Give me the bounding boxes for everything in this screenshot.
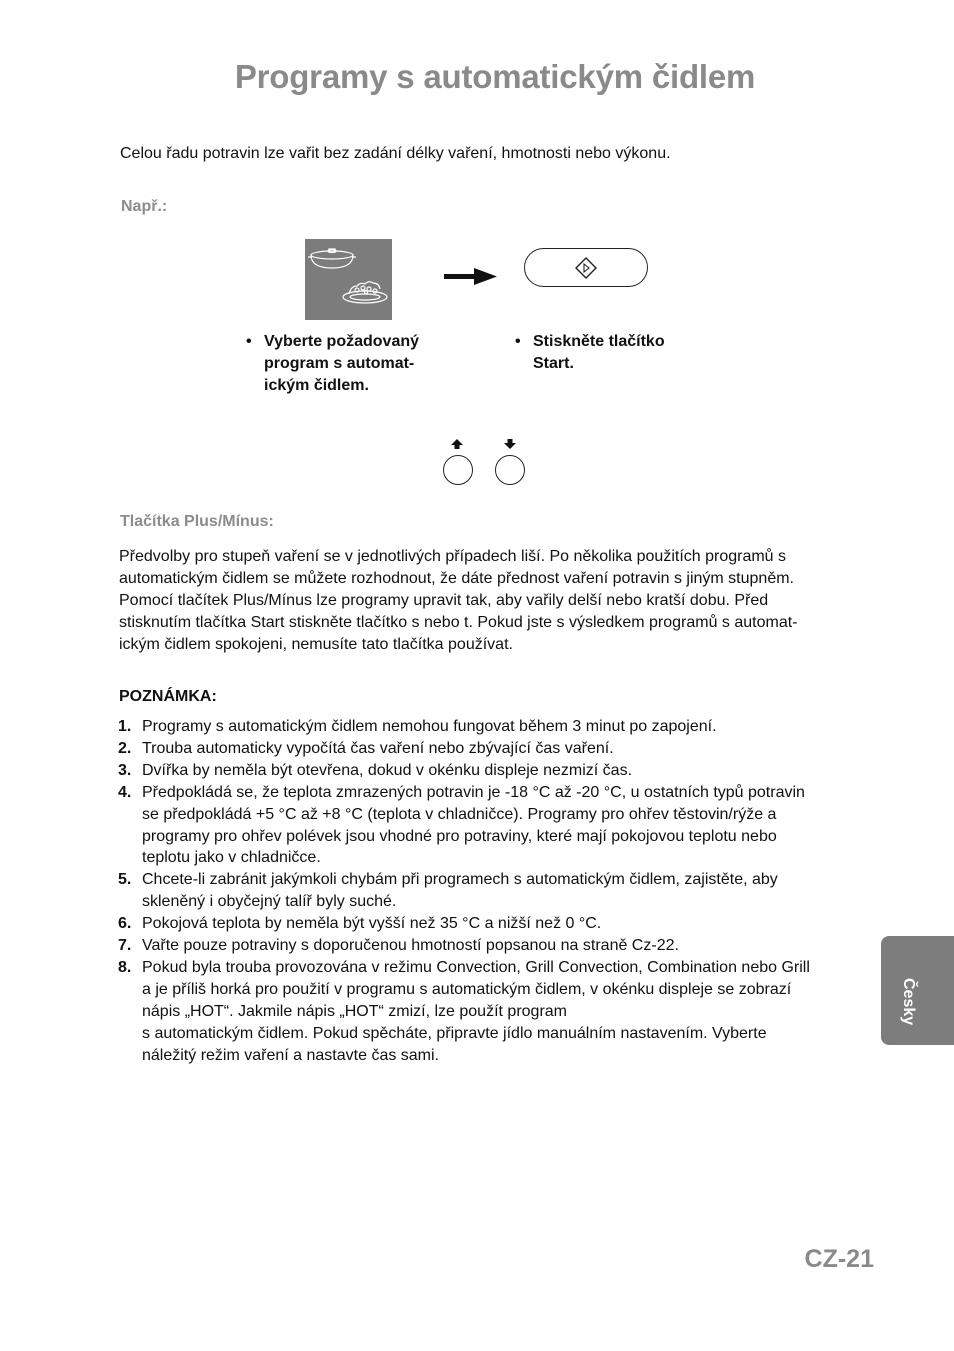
plus-minus-paragraph [119, 546, 879, 656]
bullet: • [515, 333, 521, 350]
note-line: programy pro ohřev polévek jsou vhodné pro potraviny, které mají pokojovou teplotu nebo [142, 827, 777, 845]
note-item [118, 935, 888, 957]
note-line: Předpokládá se, že teplota zmrazených potravin je -18 °C až -20 °C, u ostatních typů potravin [142, 783, 805, 801]
note-number: 5. [118, 871, 132, 889]
plus-button[interactable] [443, 455, 473, 485]
note-line: Programy s automatickým čidlem nemohou fungovat během 3 minut po zapojení. [142, 718, 717, 735]
bullet: • [246, 333, 252, 350]
food-plate-icon [343, 282, 387, 303]
step-line: Stiskněte tlačítko [533, 333, 665, 350]
down-arrow-icon [504, 437, 516, 455]
example-label: Např.: [121, 198, 168, 215]
right-arrow-icon [444, 266, 498, 293]
note-item [118, 738, 888, 760]
program-selection-panel[interactable] [305, 239, 392, 320]
note-number: 6. [118, 915, 132, 933]
note-line: nápis „HOT“. Jakmile nápis „HOT“ zmizí, lze použít program [142, 1002, 567, 1020]
page-number: CZ-21 [804, 1245, 874, 1273]
start-diamond-icon [575, 257, 597, 279]
note-item [118, 760, 888, 782]
intro-text: Celou řadu potravin lze vařit bez zadání délky vaření, hmotnosti nebo výkonu. [120, 145, 671, 162]
note-item [118, 913, 888, 935]
note-line: skleněný i obyčejný talíř byly suché. [142, 893, 397, 911]
note-item [118, 869, 888, 913]
minus-button[interactable] [495, 455, 525, 485]
step-line: Vyberte požadovaný [264, 333, 420, 350]
note-heading: POZNÁMKA: [119, 688, 217, 705]
note-number: 2. [118, 739, 132, 757]
note-line: se předpokládá +5 °C až +8 °C (teplota v chladničce). Programy pro ohřev těstovin/rýže a [142, 805, 777, 823]
note-line: a je příliš horká pro použití v programu s automatickým čidlem, v okénku displeje se zobrazí [142, 980, 792, 998]
up-arrow-icon [451, 437, 463, 455]
note-item [118, 782, 888, 870]
step-line: Start. [533, 355, 574, 372]
note-number: 3. [118, 761, 132, 779]
note-line: Pokud byla trouba provozována v režimu Convection, Grill Convection, Combination nebo Grill [142, 958, 810, 976]
note-line: Vařte pouze potraviny s doporučenou hmotností popsanou na straně Cz-22. [142, 937, 679, 955]
note-line: s automatickým čidlem. Pokud spěcháte, připravte jídlo manuálním nastavením. Vyberte [142, 1024, 767, 1042]
note-number: 1. [118, 718, 132, 735]
language-tab-label: Česky [900, 978, 917, 1026]
paragraph-line: Předvolby pro stupeň vaření se v jednotlivých případech liší. Po několika použitích programů s [119, 548, 787, 565]
paragraph-line: stisknutím tlačítka Start stiskněte tlačítko s nebo t. Pokud jste s výsledkem programů s automat- [119, 614, 798, 631]
note-line: Dvířka by neměla být otevřena, dokud v okénku displeje nezmizí čas. [142, 761, 633, 779]
step-line: ickým čidlem. [264, 377, 369, 394]
note-item [118, 716, 888, 738]
paragraph-line: automatickým čidlem se můžete rozhodnout, že dáte přednost vaření potravin s jiným stupněm. [119, 570, 794, 587]
note-number: 8. [118, 958, 132, 976]
notes-list [118, 716, 888, 1067]
note-line: Trouba automaticky vypočítá čas vaření nebo zbývající čas vaření. [142, 739, 614, 757]
note-line: náležitý režim vaření a nastavte čas sami. [142, 1046, 440, 1064]
language-tab [881, 936, 954, 1045]
note-number: 7. [118, 937, 132, 955]
page-title: Programy s automatickým čidlem [234, 58, 756, 95]
step-line: program s automat- [264, 355, 415, 372]
note-line: teplotu jako v chladničce. [142, 849, 321, 867]
paragraph-line: Pomocí tlačítek Plus/Mínus lze programy upravit tak, aby vařily delší nebo kratší dobu. Před [119, 592, 769, 609]
start-button[interactable] [524, 248, 648, 287]
note-number: 4. [118, 783, 132, 801]
plus-minus-heading: Tlačítka Plus/Mínus: [120, 513, 274, 530]
paragraph-line: ickým čidlem spokojeni, nemusíte tato tlačítka používat. [119, 636, 513, 653]
casserole-dish-icon [305, 239, 392, 320]
note-item [118, 957, 888, 1067]
note-line: Pokojová teplota by neměla být vyšší než 35 °C a nižší než 0 °C. [142, 915, 602, 933]
note-line: Chcete-li zabránit jakýmkoli chybám při programech s automatickým čidlem, zajistěte, aby [142, 871, 778, 889]
